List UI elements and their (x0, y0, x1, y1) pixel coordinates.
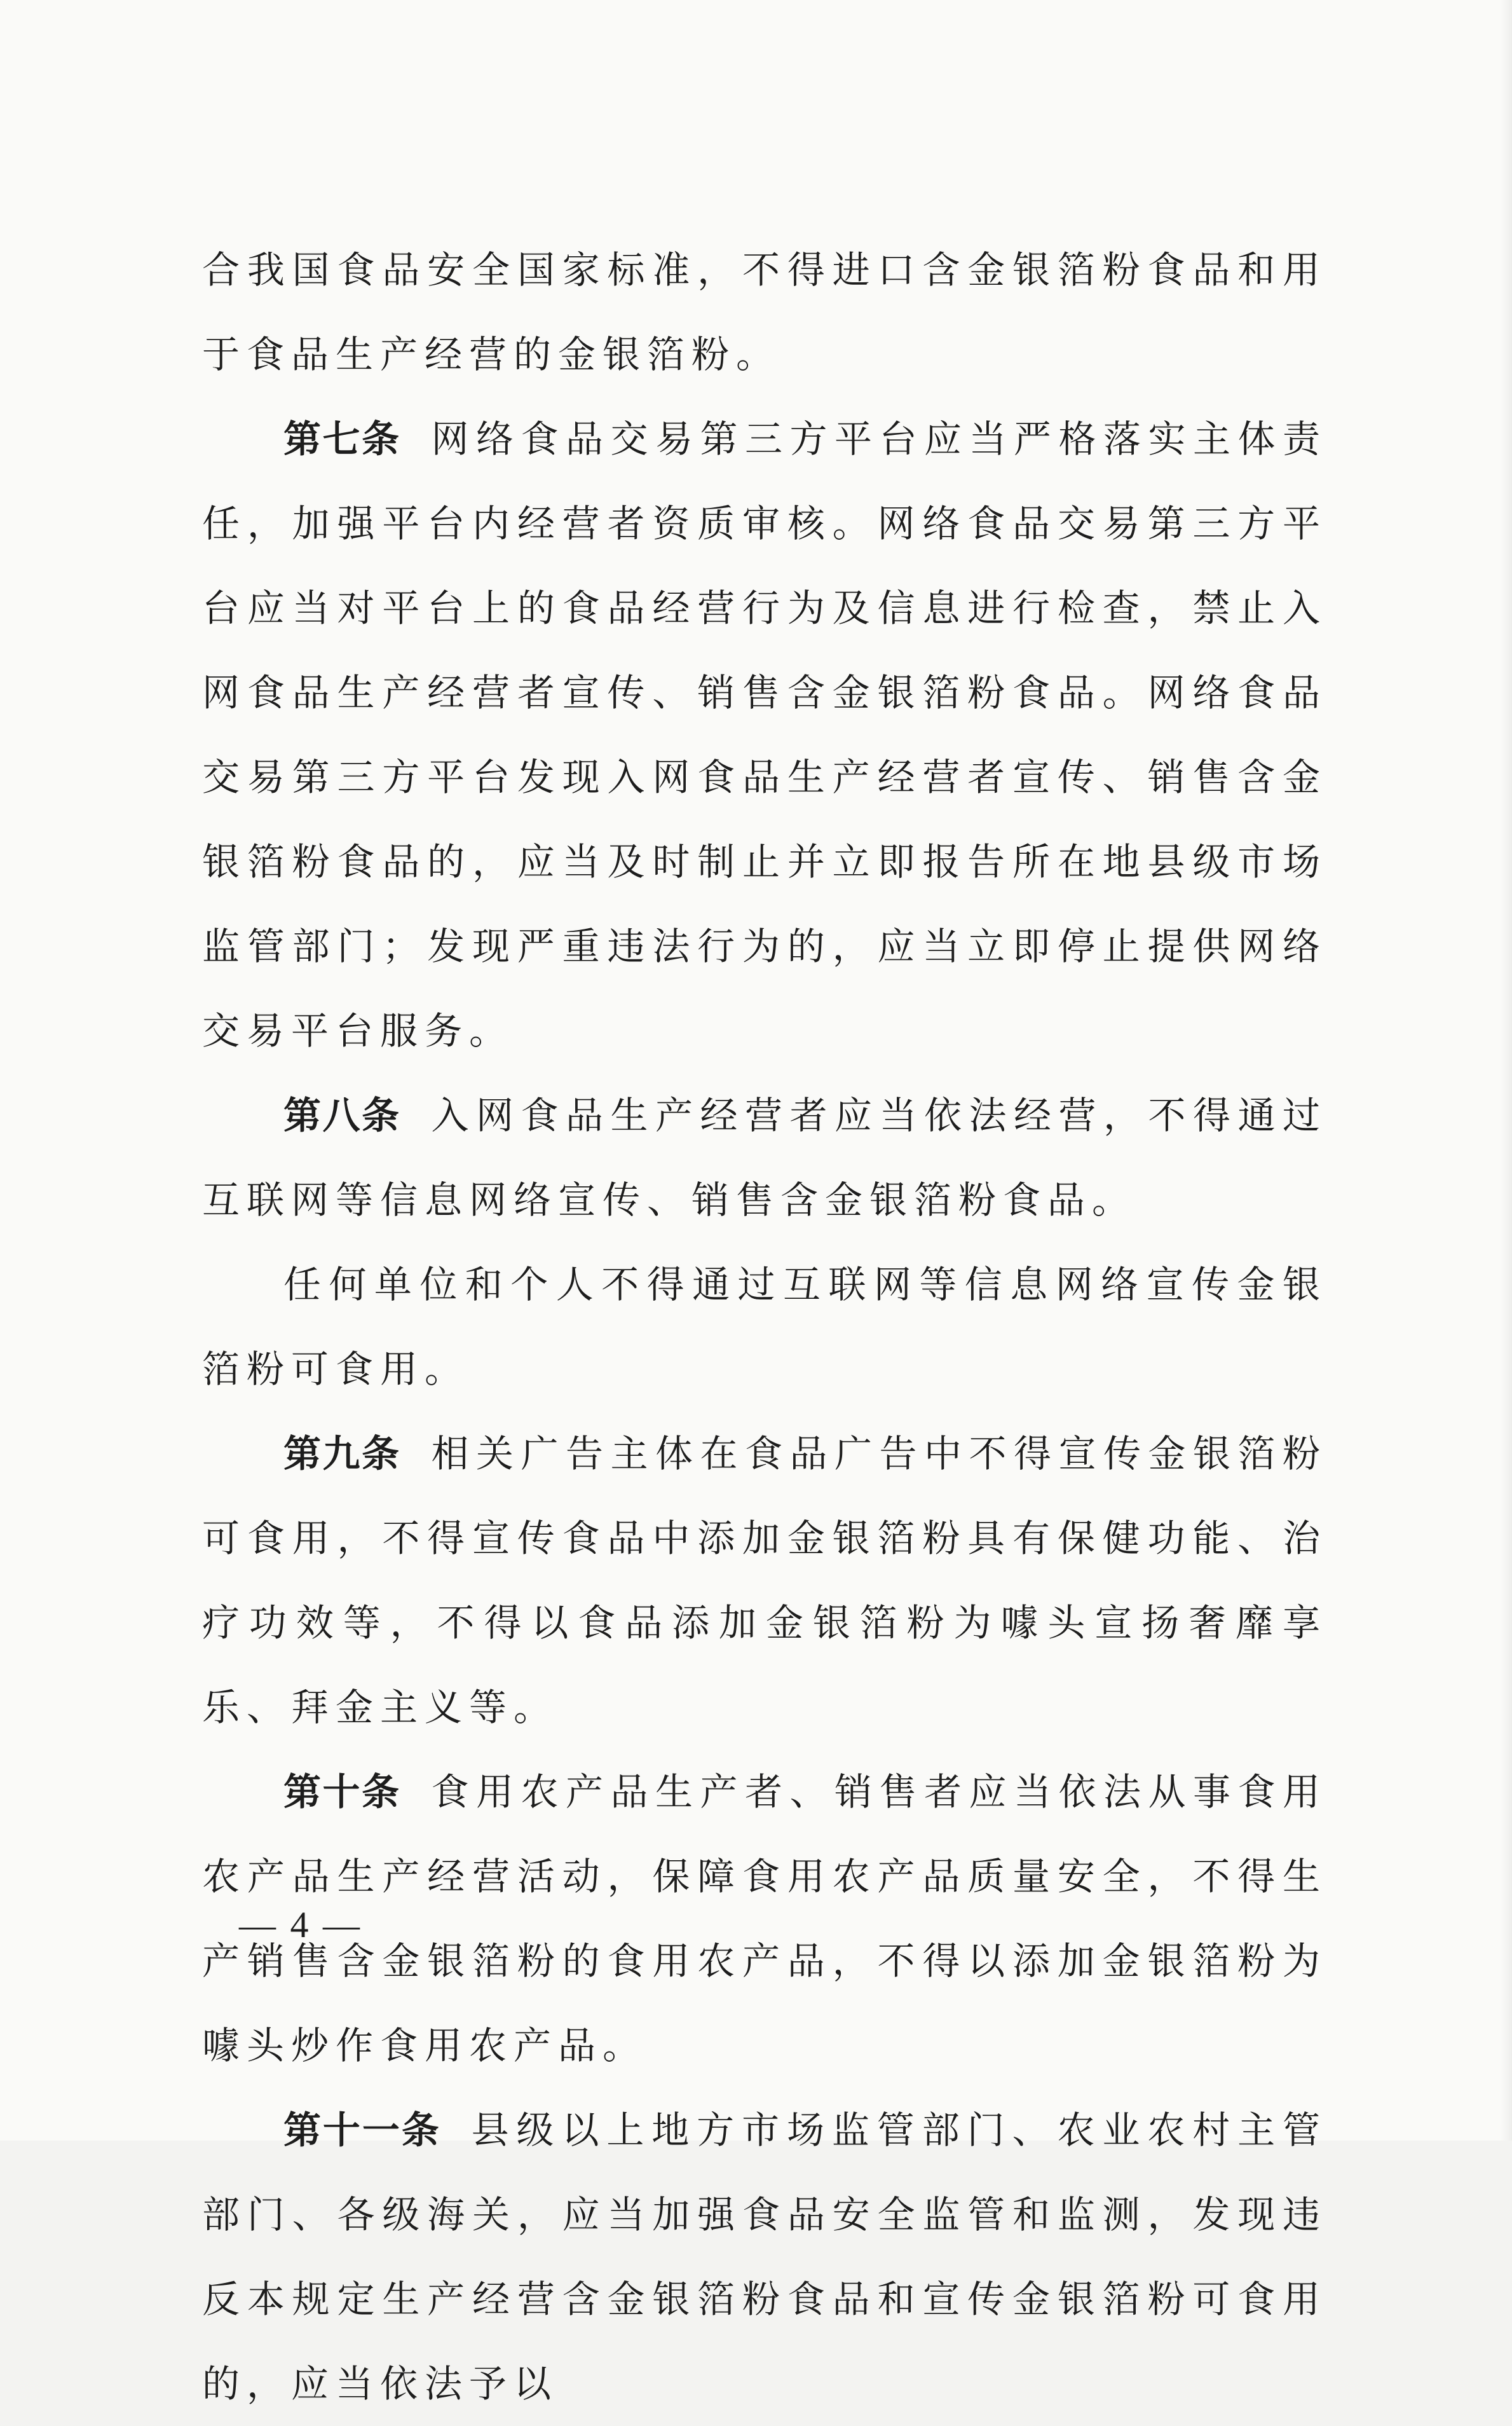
article-11 (202, 2088, 1327, 2426)
article-text: 网络食品交易第三方平台应当严格落实主体责任，加强平台内经营者资质审核。网络食品交易第三方平台应当对平台上的食品经营行为及信息进行检查，禁止入网食品生产经营者宣传、销售含金银箔粉食品。网络食品交易第三方平台发现入网食品生产经营者宣传、销售含金银箔粉食品的，应当及时制止并立即报告所在地县级市场监管部门；发现严重违法行为的，应当立即停止提供网络交易平台服务。 (202, 417, 1327, 1053)
article-title: 第十一条 (283, 2108, 441, 2152)
article-8 (202, 1073, 1327, 1242)
page-number: — 4 — (239, 1904, 362, 1945)
article-title: 第九条 (283, 1432, 401, 1476)
article-title: 第八条 (283, 1093, 401, 1137)
paragraph-text: 合我国食品安全国家标准，不得进口含金银箔粉食品和用于食品生产经营的金银箔粉。 (202, 248, 1327, 376)
scan-edge-shadow (1501, 0, 1512, 2141)
article-text: 入网食品生产经营者应当依法经营，不得通过互联网等信息网络宣传、销售含金银箔粉食品。 (202, 1093, 1327, 1222)
article-title: 第七条 (283, 417, 401, 461)
article-10 (202, 1750, 1327, 2088)
article-title: 第十条 (283, 1770, 401, 1814)
article-text: 相关广告主体在食品广告中不得宣传金银箔粉可食用，不得宣传食品中添加金银箔粉具有保健功能、治疗功效等，不得以食品添加金银箔粉为噱头宣扬奢靡享乐、拜金主义等。 (202, 1432, 1327, 1729)
article-text: 食用农产品生产者、销售者应当依法从事食用农产品生产经营活动，保障食用农产品质量安全，不得生产销售含金银箔粉的食用农产品，不得以添加金银箔粉为噱头炒作食用农产品。 (202, 1770, 1327, 2067)
article-9 (202, 1411, 1327, 1750)
paragraph-text: 任何单位和个人不得通过互联网等信息网络宣传金银箔粉可食用。 (202, 1263, 1327, 1391)
article-8-paragraph-2 (202, 1242, 1327, 1411)
article-7 (202, 397, 1327, 1073)
paragraph-continuation (202, 228, 1327, 397)
article-text: 县级以上地方市场监管部门、农业农村主管部门、各级海关，应当加强食品安全监管和监测，发现违反本规定生产经营含金银箔粉食品和宣传金银箔粉可食用的，应当依法予以 (202, 2108, 1327, 2406)
body-text (202, 228, 1327, 2426)
